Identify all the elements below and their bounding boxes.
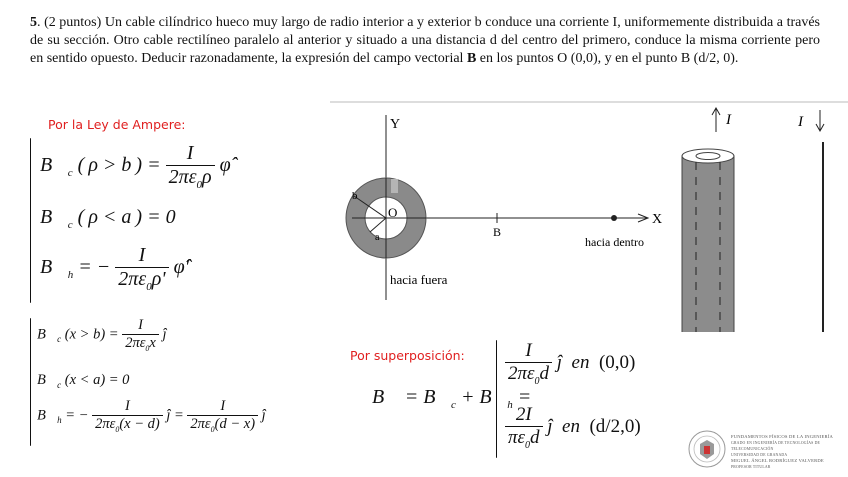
problem-text: . (2 puntos) Un cable cilíndrico hueco muy largo de radio interior a y exterior b conduce una corriente I, uniformemente distribuida a través de su sección. Otro cable rectilíneo paralelo al anterior y situado a una distancia d del centro del primero, conduce la misma corriente pero en sentido opuesto. Deducir razonadamente, la expresión del campo vectorial [30, 15, 820, 66]
x-axis-label: X [652, 212, 663, 227]
eq-bc-inside: $B⃗_c$ ( ρ < a ) = 0⃗ [40, 206, 192, 231]
seal-line-5: PROFESOR TITULAR [731, 465, 771, 469]
y-axis-label: Y [390, 117, 401, 132]
problem-text-end: en los puntos O (0,0), y en el punto B (d/2, 0). [476, 51, 739, 66]
seal-line-2: GRADO EN INGENIERÍA DE TECNOLOGÍAS DE TELECOMUNICACIÓN [731, 441, 821, 451]
ampere-brace [30, 138, 31, 303]
ampere-label: Por la Ley de Ampere: [48, 117, 186, 132]
cylinder-body [682, 156, 734, 332]
university-seal-icon [688, 430, 726, 468]
label-b: b [352, 190, 358, 202]
wire-dot [611, 215, 617, 221]
problem-bold-term: B [466, 51, 477, 66]
eq-bc-x-outside: $B⃗_c$ (x > b) = $\frac{I}{2\pi\varepsilon_0x}$ ĵ [37, 317, 167, 353]
point-b-label: B [493, 225, 502, 239]
seal-line-1: FUNDAMENTOS FÍSICOS DE LA INGENIERÍA [731, 434, 834, 439]
eq-superposition: B⃗ = $B⃗_c$ + $B⃗_h$ = [372, 386, 532, 411]
eq-result-b: $\frac{2I}{\pi\varepsilon_0d}$ ĵ en (d/2,0) [505, 404, 641, 451]
label-origin: O [388, 205, 398, 220]
eq-result-origin: $\frac{I}{2\pi\varepsilon_0d}$ ĵ en (0,0) [505, 340, 635, 387]
cable-figure [330, 100, 848, 335]
label-a: a [375, 232, 380, 243]
current-up-label: I [726, 112, 731, 128]
seal-line-4: MIGUEL ÁNGEL RODRÍGUEZ VALVERDE [731, 458, 824, 463]
seal-caption [731, 434, 846, 470]
eq-bc-outside: $B⃗_c$ ( ρ > b ) = $\frac{I}{2\pi\varepsilon_0\rho}$ φ̂ [40, 142, 231, 191]
eq-bh: $B⃗_h$ = − $\frac{I}{2\pi\varepsilon_0\rho'}$ φ̂' [40, 244, 189, 293]
superposition-brace [496, 340, 497, 458]
cartesian-brace [30, 318, 31, 446]
problem-number: 5 [30, 15, 37, 30]
problem-statement [30, 14, 820, 68]
eq-bh-x: $B⃗_h$ = − $\frac{I}{2\pi\varepsilon_0(x - d)}$ ĵ = $\frac{I}{2\pi\varepsilon_0(d - x)}$ ĵ [37, 398, 266, 434]
hacia-fuera-label: hacia fuera [390, 272, 448, 287]
current-down-label: I [798, 114, 803, 130]
cylinder-top-hole [696, 153, 720, 160]
ring-current-marker [391, 179, 398, 193]
hacia-dentro-label: hacia dentro [585, 235, 644, 249]
superposition-label: Por superposición: [350, 348, 465, 363]
seal-line-3: UNIVERSIDAD DE GRANADA [731, 453, 788, 457]
eq-bc-x-inside: $B⃗_c$ (x < a) = 0⃗ [37, 372, 141, 390]
